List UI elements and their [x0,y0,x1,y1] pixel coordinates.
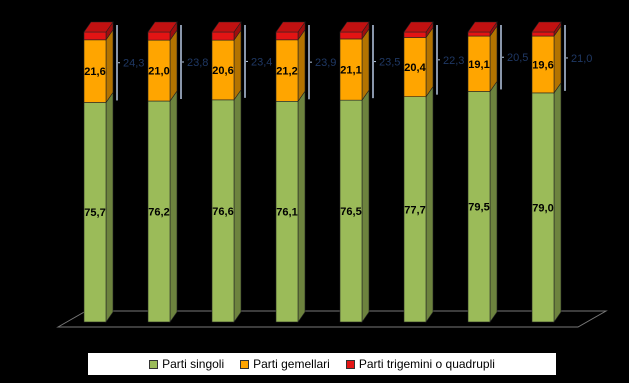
bar-side-2-6 [426,28,433,97]
legend-swatch-gemellari [240,360,249,369]
bar-side-1-4 [298,91,305,322]
legend-label-gemellari: Parti gemellari [253,357,330,371]
bar-segment-3-6 [404,32,426,38]
legend-item-gemellari [240,357,330,371]
data-label-gemellari-8: 19,6 [532,59,554,72]
legend-label-trigemini: Parti trigemini o quadrupli [358,357,495,371]
bar-side-2-8 [554,26,561,93]
bar-side-1-6 [426,87,433,322]
data-label-singoli-6: 77,7 [404,204,426,217]
bar-side-2-2 [170,30,177,101]
bar-segment-3-3 [212,32,234,40]
data-label-singoli-3: 76,6 [212,205,234,218]
bracket-label-5: 23,5 [379,56,401,69]
bar-side-2-5 [362,29,369,100]
bar-side-1-2 [170,91,177,322]
bar-side-2-4 [298,30,305,101]
bar-side-1-7 [490,81,497,322]
data-label-gemellari-5: 21,1 [340,64,362,77]
bar-side-1-1 [106,92,113,322]
data-label-gemellari-2: 21,0 [148,65,170,78]
bracket-label-8: 21,0 [571,52,593,65]
bar-segment-3-8 [532,32,554,36]
bar-side-1-8 [554,83,561,322]
data-label-gemellari-3: 20,6 [212,64,234,77]
bracket-label-4: 23,9 [315,57,337,70]
bar-side-1-3 [234,90,241,322]
data-label-singoli-1: 75,7 [84,207,106,220]
legend-label-singoli: Parti singoli [162,357,225,371]
legend [88,353,556,375]
bar-segment-3-4 [276,32,298,40]
bar-side-1-5 [362,90,369,322]
bar-segment-3-1 [84,32,106,40]
data-label-singoli-4: 76,1 [276,206,298,219]
legend-item-singoli [149,357,224,371]
legend-swatch-trigemini [346,360,355,369]
bar-side-2-1 [106,30,113,103]
data-label-gemellari-1: 21,6 [84,66,106,79]
bracket-label-7: 20,5 [507,52,529,65]
data-label-singoli-8: 79,0 [532,202,554,215]
bar-side-2-3 [234,30,241,100]
data-label-singoli-7: 79,5 [468,201,490,214]
legend-item-trigemini [346,357,495,371]
data-label-gemellari-4: 21,2 [276,65,298,78]
legend-swatch-singoli [149,360,158,369]
data-label-singoli-5: 76,5 [340,206,362,219]
bracket-label-6: 22,3 [443,54,465,67]
bracket-label-3: 23,4 [251,56,273,69]
bracket-label-2: 23,8 [187,57,209,70]
bar-side-2-7 [490,26,497,91]
bar-segment-3-2 [148,32,170,40]
data-label-singoli-2: 76,2 [148,206,170,219]
bar-segment-3-5 [340,32,362,39]
bar-segment-3-7 [468,32,490,36]
data-label-gemellari-6: 20,4 [404,62,426,75]
data-label-gemellari-7: 19,1 [468,58,490,71]
chart-floor [58,311,606,327]
bracket-label-1: 24,3 [123,57,145,70]
